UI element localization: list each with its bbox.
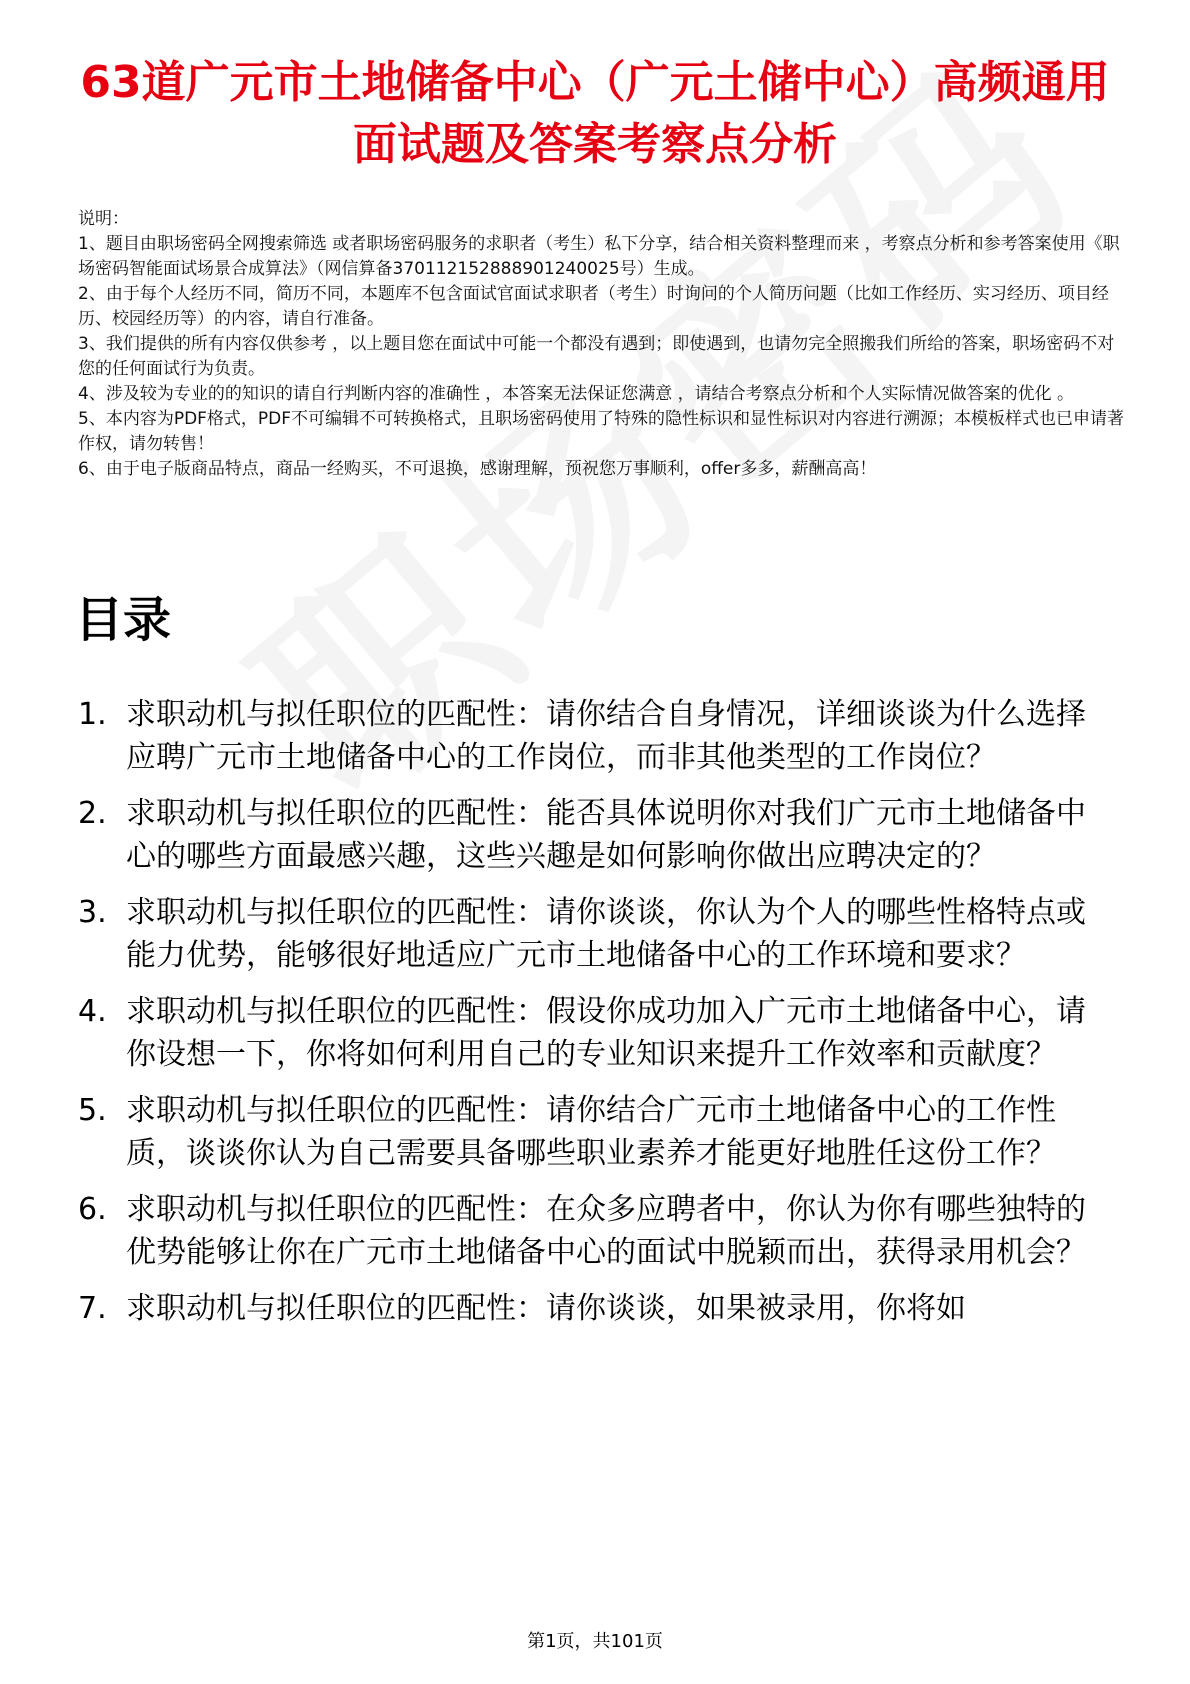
toc-item[interactable] (78, 792, 1115, 878)
toc-item-text: 求职动机与拟任职位的匹配性：请你谈谈，你认为个人的哪些性格特点或能力优势，能够很好地适应广元市土地储备中心的工作环境和要求？ (126, 895, 1086, 973)
toc-item-number: 4. (78, 994, 107, 1029)
notes-heading: 说明： (78, 209, 129, 229)
toc-item-number: 1. (78, 697, 107, 732)
notes-section (78, 207, 1128, 482)
page-footer: 第1页，共101页 (527, 1631, 663, 1652)
note-item: 3、我们提供的所有内容仅供参考 ，以上题目您在面试中可能一个都没有遇到；即使遇到，也请勿完全照搬我们所给的答案，职场密码不对您的任何面试行为负责。 (78, 334, 1115, 379)
toc-item-text: 求职动机与拟任职位的匹配性：能否具体说明你对我们广元市土地储备中心的哪些方面最感兴趣，这些兴趣是如何影响你做出应聘决定的？ (126, 796, 1086, 874)
toc-item-number: 6. (78, 1192, 107, 1227)
toc-item[interactable] (78, 891, 1115, 977)
toc-item-text: 求职动机与拟任职位的匹配性：请你结合自身情况，详细谈谈为什么选择应聘广元市土地储备中心的工作岗位，而非其他类型的工作岗位？ (126, 697, 1086, 775)
note-item: 4、涉及较为专业的的知识的请自行判断内容的准确性 ，本答案无法保证您满意 ，请结合考察点分析和个人实际情况做答案的优化 。 (78, 384, 1075, 404)
toc-item-number: 5. (78, 1093, 107, 1128)
toc-item-number: 3. (78, 895, 107, 930)
toc-item-number: 2. (78, 796, 107, 831)
toc-item-text: 求职动机与拟任职位的匹配性：请你谈谈，如果被录用，你将如 (126, 1291, 966, 1326)
document-title: 63道广元市土地储备中心（广元土储中心）高频通用面试题及答案考察点分析 (80, 57, 1110, 170)
toc-item-text: 求职动机与拟任职位的匹配性：请你结合广元市土地储备中心的工作性质，谈谈你认为自己需要具备哪些职业素养才能更好地胜任这份工作？ (126, 1093, 1056, 1171)
toc-item[interactable] (78, 1287, 1115, 1330)
toc-item[interactable] (78, 1188, 1115, 1274)
note-item: 1、题目由职场密码全网搜索筛选 或者职场密码服务的求职者（考生）私下分享，结合相关资料整理而来 ，考察点分析和参考答案使用《职场密码智能面试场景合成算法》（网信算备370112152888901240025号）生成。 (78, 234, 1120, 279)
toc-item-text: 求职动机与拟任职位的匹配性：在众多应聘者中，你认为你有哪些独特的优势能够让你在广元市土地储备中心的面试中脱颖而出，获得录用机会？ (126, 1192, 1086, 1270)
toc-item-number: 7. (78, 1291, 107, 1326)
toc-list (78, 693, 1115, 1343)
toc-item-text: 求职动机与拟任职位的匹配性：假设你成功加入广元市土地储备中心，请你设想一下，你将如何利用自己的专业知识来提升工作效率和贡献度？ (126, 994, 1086, 1072)
note-item: 2、由于每个人经历不同，简历不同，本题库不包含面试官面试求职者（考生）时询问的个人简历问题（比如工作经历、实习经历、项目经历、校园经历等）的内容，请自行准备。 (78, 284, 1109, 329)
note-item: 6、由于电子版商品特点，商品一经购买，不可退换，感谢理解，预祝您万事顺利，offer多多，薪酬高高！ (78, 459, 877, 479)
toc-heading: 目录 (75, 592, 172, 648)
toc-item[interactable] (78, 990, 1115, 1076)
toc-item[interactable] (78, 693, 1115, 779)
note-item: 5、本内容为PDF格式，PDF不可编辑不可转换格式，且职场密码使用了特殊的隐性标识和显性标识对内容进行溯源；本模板样式也已申请著作权，请勿转售！ (78, 409, 1125, 454)
toc-item[interactable] (78, 1089, 1115, 1175)
